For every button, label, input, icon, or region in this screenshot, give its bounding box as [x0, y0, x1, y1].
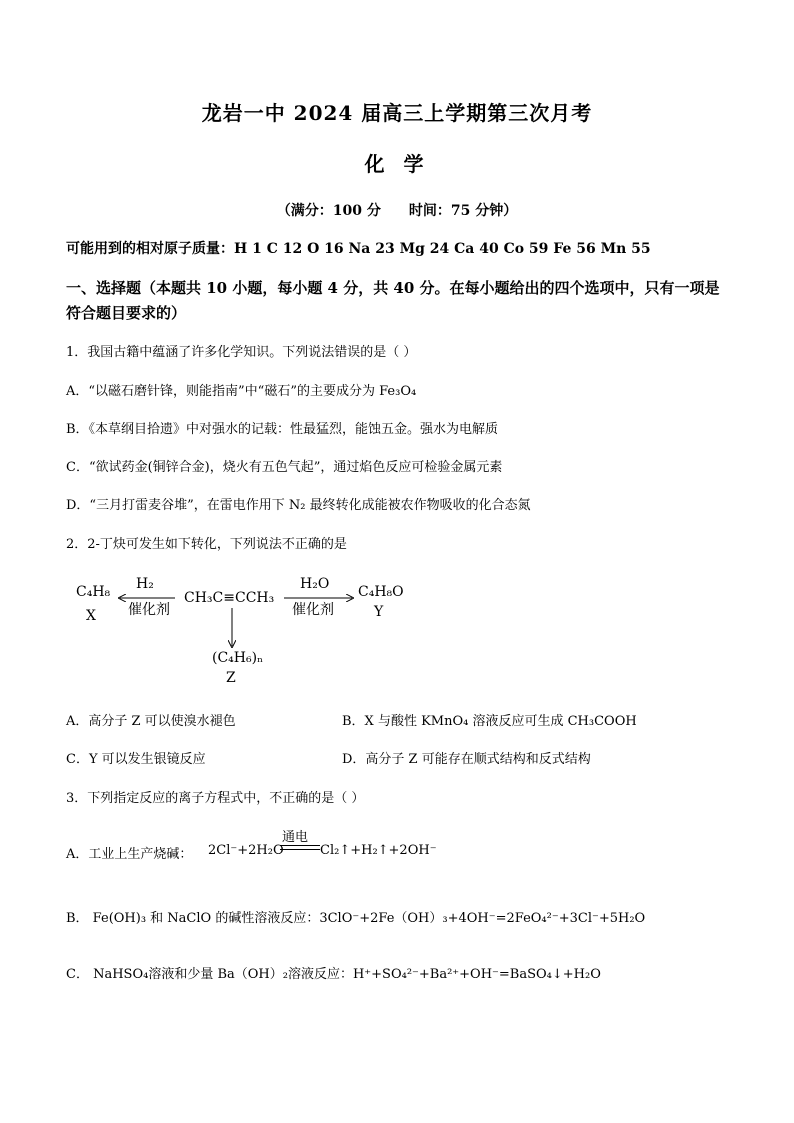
score-time-line: （满分：100 分 时间：75 分钟）	[276, 203, 518, 219]
q3-stem: 3．下列指定反应的离子方程式中，不正确的是（ ）	[66, 791, 365, 806]
q3-option-a-condition: 通电	[282, 830, 309, 845]
diagram-bottom-formula: (C₄H₆)ₙ	[212, 650, 264, 666]
atomic-mass-line: 可能用到的相对原子质量：H 1 C 12 O 16 Na 23 Mg 24 Ca 40 Co 59 Fe 56 Mn 55	[66, 241, 651, 257]
diagram-right-reagent: H₂O	[300, 576, 330, 592]
page-title: 龙岩一中 2024 届高三上学期第三次月考	[201, 101, 593, 125]
reaction-diagram	[70, 570, 490, 690]
diagram-left-reagent: H₂	[136, 576, 154, 592]
diagram-right-formula: C₄H₈O	[358, 584, 404, 600]
q1-stem: 1．我国古籍中蕴涵了许多化学知识。下列说法错误的是（ ）	[66, 345, 417, 360]
diagram-left-formula: C₄H₈	[76, 584, 111, 600]
q3-option-c: C． NaHSO₄溶液和少量 Ba（OH）₂溶液反应：H⁺+SO₄²⁻+Ba²⁺+OH⁻=BaSO₄↓+H₂O	[66, 967, 601, 982]
q1-option-c: C．“欲试药金(铜锌合金)，烧火有五色气起”，通过焰色反应可检验金属元素	[66, 460, 503, 475]
diagram-left-condition: 催化剂	[128, 602, 170, 618]
diagram-center-formula: CH₃C≡CCH₃	[184, 590, 275, 606]
q1-option-a: A．“以磁石磨针锋，则能指南”中“磁石”的主要成分为 Fe₃O₄	[66, 384, 417, 399]
diagram-left-label: X	[86, 608, 96, 624]
q2-stem: 2．2-丁炔可发生如下转化，下列说法不正确的是	[66, 537, 347, 552]
q3-option-a-eq-left: 2Cl⁻+2H₂O	[208, 843, 284, 858]
q2-option-a: A．高分子 Z 可以使溴水褪色	[66, 714, 236, 729]
diagram-right-condition: 催化剂	[292, 602, 334, 618]
q3-option-a-label: A．工业上生产烧碱：	[66, 847, 193, 862]
q3-option-a-eq-right: Cl₂↑+H₂↑+2OH⁻	[320, 843, 437, 858]
eq-bar-top	[280, 845, 320, 846]
diagram-right-label: Y	[374, 604, 384, 620]
q1-option-d: D．“三月打雷麦谷堆”，在雷电作用下 N₂ 最终转化成能被农作物吸收的化合态氮	[66, 498, 531, 513]
q2-option-d: D．高分子 Z 可能存在顺式结构和反式结构	[342, 752, 591, 767]
section-heading: 一、选择题（本题共 10 小题，每小题 4 分，共 40 分。在每小题给出的四个选项中，只有一项是符合题目要求的）	[66, 279, 720, 322]
subject-title: 化 学	[364, 152, 430, 176]
q1-option-b: B．《本草纲目拾遗》中对强水的记载：性最猛烈，能蚀五金。强水为电解质	[66, 422, 499, 437]
eq-bar-bottom	[280, 849, 320, 850]
q2-option-c: C．Y 可以发生银镜反应	[66, 752, 206, 767]
diagram-bottom-label: Z	[226, 670, 236, 686]
q3-option-b: B． Fe(OH)₃ 和 NaClO 的碱性溶液反应：3ClO⁻+2Fe（OH）₃+4OH⁻=2FeO₄²⁻+3Cl⁻+5H₂O	[66, 911, 646, 926]
q2-option-b: B．X 与酸性 KMnO₄ 溶液反应可生成 CH₃COOH	[342, 714, 637, 729]
